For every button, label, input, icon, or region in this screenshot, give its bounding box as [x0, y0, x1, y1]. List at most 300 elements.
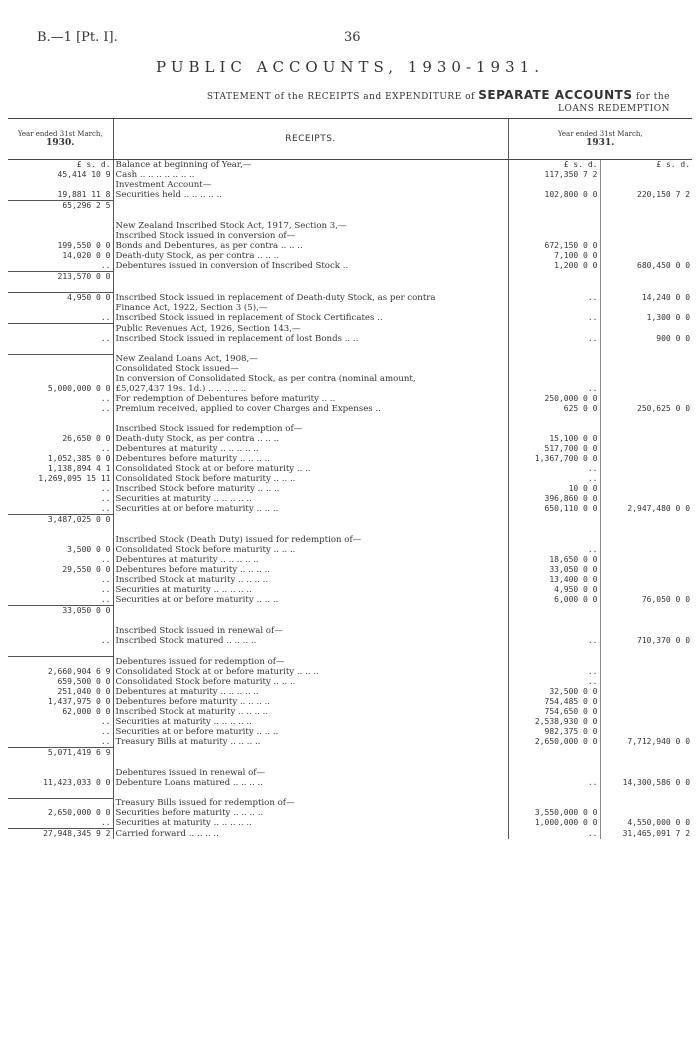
- prev-year-amount: [8, 324, 113, 334]
- current-detail-amount: 18,650 0 0: [508, 555, 600, 565]
- current-total-amount: [600, 808, 692, 818]
- receipt-description: Inscribed Stock issued in replacement of Death-duty Stock, as per contra: [113, 293, 508, 304]
- table-row: [8, 585, 692, 595]
- table-row: [8, 504, 692, 515]
- receipt-description: Inscribed Stock at maturity .. .. .. ..: [113, 707, 508, 717]
- current-total-amount: 7,712,940 0 0: [627, 736, 691, 746]
- receipt-description: Balance at beginning of Year,—: [113, 160, 508, 171]
- prev-year-header: [8, 119, 113, 160]
- spacer-row: [8, 211, 692, 221]
- table-row: [8, 747, 692, 758]
- current-detail-amount: ..: [508, 334, 600, 344]
- current-total-amount: [600, 535, 692, 545]
- statement-suffix: for the: [635, 92, 670, 102]
- receipt-description: [113, 515, 508, 526]
- current-total-amount: [600, 474, 692, 484]
- prev-year-amount: ..: [8, 334, 113, 344]
- curr-year: 1931.: [586, 138, 615, 148]
- prev-year-amount: 26,650 0 0: [8, 434, 113, 444]
- current-detail-amount: 754,650 0 0: [508, 707, 600, 717]
- table-row: [8, 464, 692, 474]
- current-total-amount: [600, 687, 692, 697]
- receipt-description: Debentures issued in conversion of Inscribed Stock ..: [113, 261, 508, 272]
- table-row: [8, 545, 692, 555]
- current-total-amount: [600, 707, 692, 717]
- receipt-description: Inscribed Stock matured .. .. .. ..: [113, 636, 508, 646]
- prev-year: 1930.: [46, 138, 75, 148]
- current-total-amount: [600, 667, 692, 677]
- current-total-amount: [600, 374, 692, 384]
- current-total-amount: [600, 727, 692, 737]
- current-total-amount: [600, 434, 692, 444]
- prev-year-amount: ..: [8, 261, 113, 272]
- prev-year-amount: 14,020 0 0: [8, 251, 113, 261]
- prev-year-amount: [8, 374, 113, 384]
- prev-year-amount: ..: [8, 504, 113, 515]
- receipt-description: Inscribed Stock issued in renewal of—: [113, 626, 508, 636]
- current-total-amount: 220,150 7 2: [637, 190, 691, 199]
- prev-year-amount: 199,550 0 0: [8, 241, 113, 251]
- table-row: [8, 424, 692, 434]
- current-total-amount: [600, 494, 692, 504]
- current-detail-amount: 10 0 0: [508, 484, 600, 494]
- current-detail-amount: ..: [508, 778, 600, 788]
- receipt-description: Securities at or before maturity .. .. ..: [113, 727, 508, 737]
- table-row: [8, 434, 692, 444]
- prev-year-amount: ..: [8, 717, 113, 727]
- prev-year-amount: ..: [8, 404, 113, 414]
- prev-year-amount: 1,437,975 0 0: [8, 697, 113, 707]
- receipt-description: Securities at maturity .. .. .. .. ..: [113, 717, 508, 727]
- table-row: [8, 404, 692, 414]
- current-detail-amount: [508, 515, 600, 526]
- table-row: [8, 535, 692, 545]
- table-row: [8, 667, 692, 677]
- current-total-amount: [600, 221, 692, 231]
- table-row: [8, 293, 692, 304]
- current-total-amount: £ s. d.: [656, 160, 691, 169]
- current-total-amount: 1,300 0 0: [646, 313, 691, 322]
- table-row: [8, 778, 692, 788]
- table-row: [8, 303, 692, 313]
- current-total-amount: [600, 606, 692, 617]
- receipt-description: Securities at maturity .. .. .. .. ..: [113, 494, 508, 504]
- prev-year-amount: 659,500 0 0: [8, 677, 113, 687]
- table-row: [8, 697, 692, 707]
- prev-year-amount: [8, 231, 113, 241]
- current-detail-amount: [508, 626, 600, 636]
- current-detail-amount: ..: [508, 474, 600, 484]
- receipt-description: Securities held .. .. .. .. ..: [113, 190, 508, 201]
- current-detail-amount: ..: [508, 677, 600, 687]
- table-row: [8, 808, 692, 818]
- spacer-row: [8, 344, 692, 355]
- current-total-amount: [600, 768, 692, 778]
- receipt-description: Death-duty Stock, as per contra .. .. ..: [113, 251, 508, 261]
- receipt-description: Treasury Bills at maturity .. .. .. ..: [113, 737, 508, 748]
- receipt-description: Debentures before maturity .. .. .. ..: [113, 697, 508, 707]
- current-detail-amount: [508, 657, 600, 667]
- prev-year-amount: ..: [8, 595, 113, 606]
- prev-year-amount: ..: [8, 313, 113, 324]
- prev-year-label: Year ended 31st March,: [17, 130, 103, 138]
- receipt-description: For redemption of Debentures before maturity .. ..: [113, 394, 508, 404]
- prev-year-amount: 1,052,385 0 0: [8, 454, 113, 464]
- current-detail-amount: 15,100 0 0: [508, 434, 600, 444]
- current-total-amount: [600, 585, 692, 595]
- current-detail-amount: 1,367,700 0 0: [508, 454, 600, 464]
- table-row: [8, 201, 692, 212]
- table-row: [8, 768, 692, 778]
- prev-year-amount: [8, 626, 113, 636]
- table-row: [8, 707, 692, 717]
- current-total-amount: [600, 454, 692, 464]
- table-row: [8, 221, 692, 231]
- table-row: [8, 454, 692, 464]
- table-row: [8, 324, 692, 334]
- current-total-amount: [600, 251, 692, 261]
- current-total-amount: [600, 798, 692, 808]
- current-total-amount: [600, 201, 692, 212]
- current-total-amount: [600, 231, 692, 241]
- receipt-description: Bonds and Debentures, as per contra .. .. ..: [113, 241, 508, 251]
- table-row: [8, 494, 692, 504]
- current-detail-amount: ..: [508, 313, 600, 324]
- table-row: [8, 727, 692, 737]
- table-row: [8, 677, 692, 687]
- current-total-amount: [600, 484, 692, 494]
- table-row: [8, 606, 692, 617]
- spacer-row: [8, 788, 692, 799]
- prev-year-amount: [8, 657, 113, 667]
- table-row: [8, 354, 692, 364]
- receipt-description: Securities at or before maturity .. .. ..: [113, 595, 508, 606]
- receipt-description: Cash .. .. .. .. .. .. ..: [113, 170, 508, 180]
- prev-year-amount: 27,948,345 9 2: [8, 829, 113, 840]
- current-total-amount: 14,240 0 0: [641, 292, 691, 302]
- current-total-amount: [600, 697, 692, 707]
- current-detail-amount: [508, 747, 600, 758]
- table-row: [8, 484, 692, 494]
- current-total-amount: [600, 364, 692, 374]
- prev-year-amount: 2,660,904 6 9: [8, 667, 113, 677]
- receipt-description: Securities before maturity .. .. .. ..: [113, 808, 508, 818]
- current-total-amount: [600, 575, 692, 585]
- table-row: [8, 515, 692, 526]
- current-total-amount: 710,370 0 0: [637, 636, 691, 645]
- current-detail-amount: 6,000 0 0: [508, 595, 600, 606]
- table-row: [8, 444, 692, 454]
- receipt-description: Inscribed Stock issued in replacement of Stock Certificates ..: [113, 313, 508, 324]
- receipt-description: Debentures before maturity .. .. .. ..: [113, 454, 508, 464]
- receipt-description: Inscribed Stock issued for redemption of—: [113, 424, 508, 434]
- current-detail-amount: [508, 221, 600, 231]
- prev-year-amount: [8, 180, 113, 190]
- receipt-description: Securities at maturity .. .. .. .. ..: [113, 818, 508, 829]
- current-detail-amount: [508, 374, 600, 384]
- current-detail-amount: [508, 201, 600, 212]
- current-detail-amount: 1,200 0 0: [508, 261, 600, 272]
- current-detail-amount: [508, 424, 600, 434]
- current-detail-amount: 2,650,000 0 0: [508, 737, 600, 748]
- receipt-description: Inscribed Stock (Death Duty) issued for redemption of—: [113, 535, 508, 545]
- current-total-amount: [600, 272, 692, 283]
- current-detail-amount: [508, 768, 600, 778]
- spacer-row: [8, 414, 692, 424]
- receipt-description: Consolidated Stock at or before maturity .. .. ..: [113, 667, 508, 677]
- current-total-amount: [600, 241, 692, 251]
- receipt-description: [113, 201, 508, 212]
- current-total-amount: 900 0 0: [656, 333, 691, 343]
- receipt-description: Premium received, applied to cover Charges and Expenses ..: [113, 404, 508, 414]
- table-row: [8, 313, 692, 324]
- current-detail-amount: [508, 606, 600, 617]
- receipt-description: Securities at or before maturity .. .. ..: [113, 504, 508, 515]
- receipt-description: Consolidated Stock issued—: [113, 364, 508, 374]
- prev-year-amount: ..: [8, 555, 113, 565]
- prev-year-amount: 11,423,033 0 0: [8, 778, 113, 788]
- receipt-description: Debentures issued in renewal of—: [113, 768, 508, 778]
- prev-year-amount: ..: [8, 727, 113, 737]
- table-row: [8, 364, 692, 374]
- current-total-amount: [600, 444, 692, 454]
- current-detail-amount: 7,100 0 0: [508, 251, 600, 261]
- current-detail-amount: 32,500 0 0: [508, 687, 600, 697]
- current-total-amount: 4,550,000 0 0: [627, 818, 691, 827]
- current-total-amount: [600, 565, 692, 575]
- current-detail-amount: £ s. d.: [508, 160, 600, 171]
- prev-year-amount: [8, 424, 113, 434]
- table-row: [8, 737, 692, 748]
- receipt-description: Treasury Bills issued for redemption of—: [113, 798, 508, 808]
- prev-year-amount: [8, 354, 113, 364]
- current-total-amount: [600, 324, 692, 334]
- curr-year-header: [508, 119, 692, 160]
- current-total-amount: [600, 717, 692, 727]
- current-total-amount: [600, 180, 692, 190]
- current-total-amount: [600, 354, 692, 364]
- spacer-row: [8, 616, 692, 626]
- table-row: [8, 251, 692, 261]
- receipt-description: Inscribed Stock issued in conversion of—: [113, 231, 508, 241]
- prev-year-amount: 5,071,419 6 9: [8, 747, 113, 758]
- table-row: [8, 595, 692, 606]
- current-detail-amount: ..: [508, 667, 600, 677]
- current-total-amount: 31,465,091 7 2: [622, 828, 691, 838]
- current-total-amount: [600, 464, 692, 474]
- current-detail-amount: ..: [508, 293, 600, 304]
- receipt-description: Debentures issued for redemption of—: [113, 657, 508, 667]
- receipt-description: Debentures at maturity .. .. .. .. ..: [113, 444, 508, 454]
- receipt-description: Debentures at maturity .. .. .. .. ..: [113, 687, 508, 697]
- prev-year-amount: 5,000,000 0 0: [8, 384, 113, 394]
- receipt-description: Carried forward .. .. .. ..: [113, 829, 508, 840]
- current-total-amount: [600, 303, 692, 313]
- receipt-description: New Zealand Inscribed Stock Act, 1917, Section 3,—: [113, 221, 508, 231]
- current-total-amount: [600, 515, 692, 526]
- current-total-amount: 76,050 0 0: [641, 595, 691, 604]
- prev-year-amount: ..: [8, 484, 113, 494]
- current-total-amount: [600, 424, 692, 434]
- current-detail-amount: 3,550,000 0 0: [508, 808, 600, 818]
- table-row: [8, 241, 692, 251]
- prev-year-amount: 251,040 0 0: [8, 687, 113, 697]
- table-row: [8, 170, 692, 180]
- current-total-amount: [600, 657, 692, 667]
- prev-year-amount: 1,138,894 4 1: [8, 464, 113, 474]
- current-detail-amount: 982,375 0 0: [508, 727, 600, 737]
- prev-year-amount: 19,881 11 8: [8, 190, 113, 201]
- current-total-amount: [600, 384, 692, 394]
- current-detail-amount: ..: [508, 464, 600, 474]
- receipt-description: Finance Act, 1922, Section 3 (5),—: [113, 303, 508, 313]
- prev-year-amount: 3,500 0 0: [8, 545, 113, 555]
- current-detail-amount: [508, 535, 600, 545]
- current-detail-amount: 117,350 7 2: [508, 170, 600, 180]
- table-row: [8, 334, 692, 344]
- table-row: [8, 798, 692, 808]
- current-detail-amount: ..: [508, 384, 600, 394]
- table-row: [8, 636, 692, 646]
- current-total-amount: [600, 555, 692, 565]
- table-row: [8, 565, 692, 575]
- statement-heading: [207, 88, 670, 102]
- current-total-amount: 680,450 0 0: [637, 261, 691, 270]
- current-detail-amount: 13,400 0 0: [508, 575, 600, 585]
- ledger-body: [8, 160, 692, 840]
- receipt-description: Death-duty Stock, as per contra .. .. ..: [113, 434, 508, 444]
- prev-year-amount: 29,550 0 0: [8, 565, 113, 575]
- prev-year-amount: [8, 535, 113, 545]
- prev-year-amount: ..: [8, 394, 113, 404]
- spacer-row: [8, 758, 692, 768]
- prev-year-amount: £ s. d.: [8, 160, 113, 171]
- receipts-label: RECEIPTS.: [285, 133, 336, 144]
- prev-year-amount: 4,950 0 0: [8, 293, 113, 304]
- current-total-amount: [600, 677, 692, 687]
- receipt-description: £5,027,437 19s. 1d.) .. .. .. .. ..: [113, 384, 508, 394]
- receipt-description: Consolidated Stock before maturity .. .. ..: [113, 545, 508, 555]
- current-total-amount: 14,300,586 0 0: [622, 777, 691, 787]
- current-detail-amount: 250,000 0 0: [508, 394, 600, 404]
- prev-year-amount: 45,414 10 9: [8, 170, 113, 180]
- receipt-description: Investment Account—: [113, 180, 508, 190]
- current-detail-amount: 672,150 0 0: [508, 241, 600, 251]
- receipt-description: Debenture Loans matured .. .. .. ..: [113, 778, 508, 788]
- current-detail-amount: [508, 798, 600, 808]
- prev-year-amount: [8, 768, 113, 778]
- current-total-amount: [600, 394, 692, 404]
- current-detail-amount: 625 0 0: [508, 404, 600, 414]
- current-detail-amount: [508, 364, 600, 374]
- table-row: [8, 190, 692, 201]
- current-detail-amount: [508, 272, 600, 283]
- prev-year-amount: 2,650,000 0 0: [8, 808, 113, 818]
- receipt-description: Consolidated Stock before maturity .. .. ..: [113, 677, 508, 687]
- receipt-description: Inscribed Stock issued in replacement of lost Bonds .. ..: [113, 334, 508, 344]
- receipt-description: [113, 606, 508, 617]
- current-total-amount: 2,947,480 0 0: [627, 504, 691, 513]
- prev-year-amount: 65,296 2 5: [8, 201, 113, 212]
- prev-year-amount: ..: [8, 575, 113, 585]
- current-detail-amount: 396,860 0 0: [508, 494, 600, 504]
- current-total-amount: [600, 747, 692, 758]
- spacer-row: [8, 525, 692, 535]
- current-detail-amount: [508, 231, 600, 241]
- table-row: [8, 657, 692, 667]
- prev-year-amount: 62,000 0 0: [8, 707, 113, 717]
- current-detail-amount: ..: [508, 545, 600, 555]
- prev-year-amount: 1,269,095 15 11: [8, 474, 113, 484]
- statement-heading-line2: LOANS REDEMPTION: [558, 104, 670, 114]
- receipt-description: Securities at maturity .. .. .. .. ..: [113, 585, 508, 595]
- curr-year-label: Year ended 31st March,: [557, 130, 643, 138]
- receipt-description: Consolidated Stock before maturity .. .. ..: [113, 474, 508, 484]
- page-title: PUBLIC ACCOUNTS, 1930-1931.: [156, 58, 544, 76]
- prev-year-amount: [8, 303, 113, 313]
- current-detail-amount: 1,000,000 0 0: [508, 818, 600, 829]
- current-detail-amount: 33,050 0 0: [508, 565, 600, 575]
- spacer-row: [8, 646, 692, 657]
- section-reference: B.—1 [Pt. I].: [37, 30, 118, 45]
- table-row: [8, 474, 692, 484]
- prev-year-amount: 3,487,025 0 0: [8, 515, 113, 526]
- table-row: [8, 180, 692, 190]
- current-detail-amount: 102,800 0 0: [508, 190, 600, 201]
- current-detail-amount: [508, 354, 600, 364]
- table-row: [8, 394, 692, 404]
- current-detail-amount: 517,700 0 0: [508, 444, 600, 454]
- table-row: [8, 818, 692, 829]
- current-detail-amount: ..: [508, 636, 600, 646]
- receipt-description: Debentures before maturity .. .. .. ..: [113, 565, 508, 575]
- statement-prefix: STATEMENT of the RECEIPTS and EXPENDITURE of: [206, 92, 475, 102]
- prev-year-amount: [8, 364, 113, 374]
- current-detail-amount: 2,538,930 0 0: [508, 717, 600, 727]
- receipts-header: [113, 119, 508, 160]
- prev-year-amount: ..: [8, 818, 113, 829]
- page-number: 36: [344, 30, 361, 45]
- prev-year-amount: ..: [8, 737, 113, 748]
- current-detail-amount: 754,485 0 0: [508, 697, 600, 707]
- table-row: [8, 717, 692, 727]
- receipt-description: In conversion of Consolidated Stock, as per contra (nominal amount,: [113, 374, 508, 384]
- current-detail-amount: [508, 324, 600, 334]
- current-detail-amount: 650,110 0 0: [508, 504, 600, 515]
- prev-year-amount: ..: [8, 585, 113, 595]
- current-total-amount: [600, 170, 692, 180]
- current-total-amount: [600, 626, 692, 636]
- current-detail-amount: [508, 303, 600, 313]
- prev-year-amount: ..: [8, 444, 113, 454]
- receipt-description: Debentures at maturity .. .. .. .. ..: [113, 555, 508, 565]
- current-detail-amount: ..: [508, 829, 600, 840]
- current-total-amount: [600, 545, 692, 555]
- receipt-description: [113, 747, 508, 758]
- prev-year-amount: 213,570 0 0: [8, 272, 113, 283]
- prev-year-amount: 33,050 0 0: [8, 606, 113, 617]
- receipt-description: Consolidated Stock at or before maturity .. ..: [113, 464, 508, 474]
- prev-year-amount: ..: [8, 636, 113, 646]
- receipt-description: Public Revenues Act, 1926, Section 143,—: [113, 324, 508, 334]
- table-row: [8, 231, 692, 241]
- current-detail-amount: [508, 180, 600, 190]
- table-row: [8, 829, 692, 840]
- receipt-description: [113, 272, 508, 283]
- receipt-description: Inscribed Stock at maturity .. .. .. ..: [113, 575, 508, 585]
- prev-year-amount: [8, 798, 113, 808]
- table-row: [8, 272, 692, 283]
